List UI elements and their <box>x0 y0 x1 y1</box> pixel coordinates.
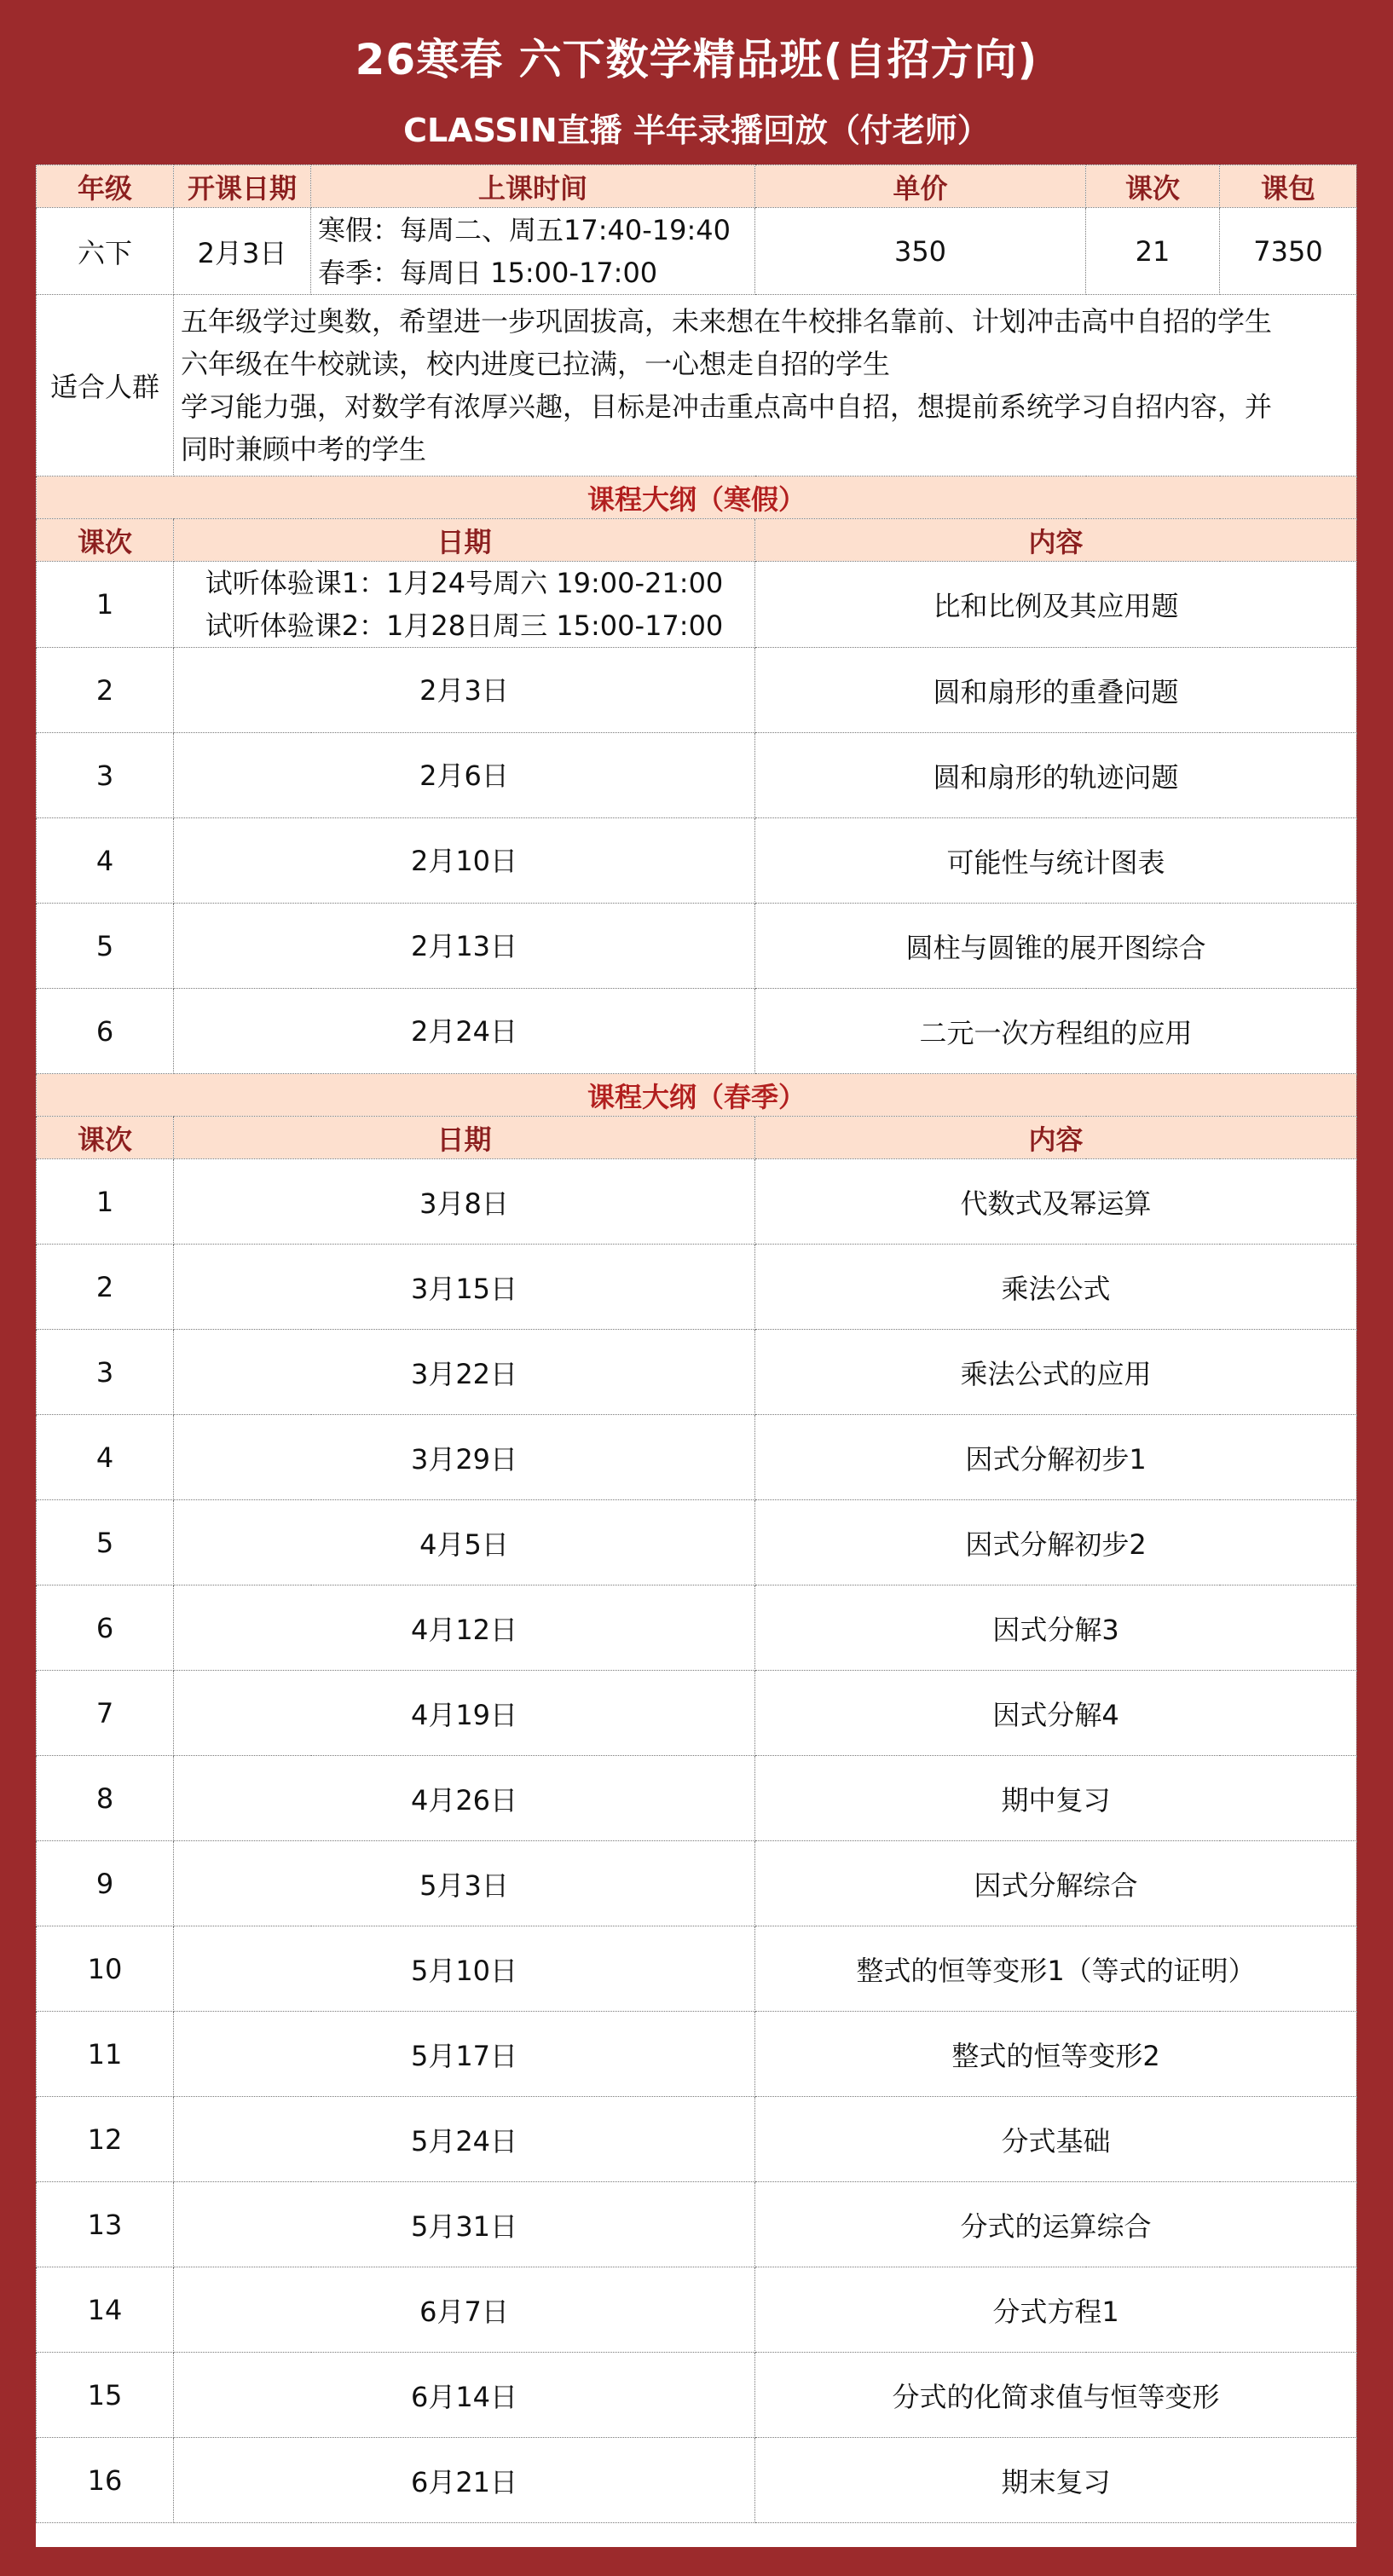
spring-session-date: 4月12日 <box>174 1585 755 1671</box>
package-cell: 7350 <box>1220 208 1357 295</box>
spring-session-content: 分式方程1 <box>755 2267 1357 2353</box>
spring-session-no: 11 <box>37 2012 174 2097</box>
spring-session-content: 乘法公式 <box>755 1245 1357 1330</box>
winter-session-no: 2 <box>37 648 174 733</box>
class-time-cell <box>311 208 755 295</box>
winter-session-no: 4 <box>37 818 174 904</box>
winter-session-date <box>174 818 755 904</box>
spring-session-date: 3月8日 <box>174 1159 755 1245</box>
winter-header-row <box>37 519 1357 562</box>
header-price: 单价 <box>755 165 1086 208</box>
winter-header-date: 日期 <box>174 519 755 562</box>
winter-session-no: 3 <box>37 733 174 818</box>
spring-session-date: 6月21日 <box>174 2438 755 2523</box>
winter-row <box>37 733 1357 818</box>
audience-row <box>37 295 1357 477</box>
spring-session-content: 整式的恒等变形1（等式的证明） <box>755 1926 1357 2012</box>
info-header-row <box>37 165 1357 208</box>
spring-session-no: 9 <box>37 1841 174 1926</box>
spring-session-no: 12 <box>37 2097 174 2182</box>
header-sessions: 课次 <box>1086 165 1220 208</box>
audience-text <box>174 295 1357 477</box>
audience-label: 适合人群 <box>37 295 174 477</box>
spring-session-date: 5月10日 <box>174 1926 755 2012</box>
class-time-winter: 寒假：每周二、周五17:40-19:40 <box>318 213 731 246</box>
winter-session-no: 6 <box>37 989 174 1074</box>
winter-session-content: 比和比例及其应用题 <box>755 562 1357 648</box>
spring-session-no: 7 <box>37 1671 174 1756</box>
spring-header-row <box>37 1117 1357 1159</box>
audience-line: 同时兼顾中考的学生 <box>181 433 427 465</box>
spring-session-no: 5 <box>37 1500 174 1585</box>
price-cell: 350 <box>755 208 1086 295</box>
spring-session-date: 5月3日 <box>174 1841 755 1926</box>
spring-row <box>37 2353 1357 2438</box>
spring-session-content: 因式分解初步1 <box>755 1415 1357 1500</box>
winter-section-title: 课程大纲（寒假） <box>37 477 1357 519</box>
spring-session-no: 1 <box>37 1159 174 1245</box>
header <box>0 0 1393 162</box>
spring-section-row <box>37 1074 1357 1117</box>
spring-session-no: 13 <box>37 2182 174 2267</box>
winter-session-date <box>174 904 755 989</box>
spring-session-no: 3 <box>37 1330 174 1415</box>
grade-cell: 六下 <box>37 208 174 295</box>
winter-header-content: 内容 <box>755 519 1357 562</box>
spring-session-date: 3月15日 <box>174 1245 755 1330</box>
spring-row <box>37 2267 1357 2353</box>
winter-session-content: 圆柱与圆锥的展开图综合 <box>755 904 1357 989</box>
spring-session-content: 因式分解初步2 <box>755 1500 1357 1585</box>
winter-session-no: 1 <box>37 562 174 648</box>
spring-session-content: 期中复习 <box>755 1756 1357 1841</box>
winter-date-line: 2月13日 <box>410 929 518 962</box>
audience-line: 学习能力强，对数学有浓厚兴趣，目标是冲击重点高中自招，想提前系统学习自招内容，并 <box>181 390 1273 423</box>
spring-session-no: 8 <box>37 1756 174 1841</box>
header-start-date: 开课日期 <box>174 165 311 208</box>
spring-row <box>37 2438 1357 2523</box>
spring-row <box>37 1671 1357 1756</box>
winter-session-content: 二元一次方程组的应用 <box>755 989 1357 1074</box>
spring-session-content: 分式的运算综合 <box>755 2182 1357 2267</box>
sessions-cell: 21 <box>1086 208 1220 295</box>
winter-date-line: 2月6日 <box>419 759 509 792</box>
winter-date-line: 2月10日 <box>410 844 518 877</box>
spring-row <box>37 2097 1357 2182</box>
schedule-table <box>36 165 1357 2523</box>
spring-session-content: 因式分解3 <box>755 1585 1357 1671</box>
winter-session-date <box>174 989 755 1074</box>
spring-session-date: 4月19日 <box>174 1671 755 1756</box>
header-grade: 年级 <box>37 165 174 208</box>
schedule-sheet <box>36 165 1356 2547</box>
spring-session-content: 因式分解4 <box>755 1671 1357 1756</box>
winter-session-content: 圆和扇形的轨迹问题 <box>755 733 1357 818</box>
spring-session-no: 15 <box>37 2353 174 2438</box>
winter-session-no: 5 <box>37 904 174 989</box>
spring-session-no: 16 <box>37 2438 174 2523</box>
spring-header-content: 内容 <box>755 1117 1357 1159</box>
spring-session-content: 因式分解综合 <box>755 1841 1357 1926</box>
winter-row <box>37 818 1357 904</box>
spring-session-content: 期末复习 <box>755 2438 1357 2523</box>
spring-row <box>37 1500 1357 1585</box>
start-date-cell: 2月3日 <box>174 208 311 295</box>
spring-session-no: 6 <box>37 1585 174 1671</box>
page-title: 26寒春 六下数学精品班(自招方向) <box>355 35 1038 84</box>
spring-session-no: 2 <box>37 1245 174 1330</box>
spring-header-no: 课次 <box>37 1117 174 1159</box>
spring-row <box>37 1926 1357 2012</box>
spring-row <box>37 2012 1357 2097</box>
spring-session-date: 5月31日 <box>174 2182 755 2267</box>
spring-session-date: 3月22日 <box>174 1330 755 1415</box>
spring-row <box>37 2182 1357 2267</box>
spring-session-no: 14 <box>37 2267 174 2353</box>
spring-session-content: 分式基础 <box>755 2097 1357 2182</box>
winter-session-date <box>174 733 755 818</box>
header-package: 课包 <box>1220 165 1357 208</box>
spring-row <box>37 1756 1357 1841</box>
spring-row <box>37 1585 1357 1671</box>
winter-row <box>37 904 1357 989</box>
winter-row <box>37 562 1357 648</box>
spring-session-date: 3月29日 <box>174 1415 755 1500</box>
spring-session-content: 分式的化简求值与恒等变形 <box>755 2353 1357 2438</box>
spring-row <box>37 1159 1357 1245</box>
spring-session-date: 6月7日 <box>174 2267 755 2353</box>
winter-date-line: 2月24日 <box>410 1014 518 1048</box>
spring-session-date: 5月17日 <box>174 2012 755 2097</box>
winter-date-line: 2月3日 <box>419 673 509 707</box>
spring-row <box>37 1415 1357 1500</box>
spring-session-date: 4月26日 <box>174 1756 755 1841</box>
spring-session-content: 乘法公式的应用 <box>755 1330 1357 1415</box>
winter-session-content: 可能性与统计图表 <box>755 818 1357 904</box>
spring-section-title: 课程大纲（春季） <box>37 1074 1357 1117</box>
spring-session-date: 5月24日 <box>174 2097 755 2182</box>
winter-date-line: 试听体验课2：1月28日周三 15:00-17:00 <box>205 609 724 642</box>
audience-line: 六年级在牛校就读，校内进度已拉满，一心想走自招的学生 <box>181 348 891 380</box>
audience-line: 五年级学过奥数，希望进一步巩固拔高，未来想在牛校排名靠前、计划冲击高中自招的学生 <box>181 305 1273 338</box>
winter-session-content: 圆和扇形的重叠问题 <box>755 648 1357 733</box>
page-subtitle: CLASSIN直播 半年录播回放（付老师） <box>403 112 990 149</box>
spring-session-content: 代数式及幂运算 <box>755 1159 1357 1245</box>
spring-session-no: 10 <box>37 1926 174 2012</box>
winter-section-row <box>37 477 1357 519</box>
spring-row <box>37 1841 1357 1926</box>
header-class-time: 上课时间 <box>311 165 755 208</box>
spring-session-date: 6月14日 <box>174 2353 755 2438</box>
spring-header-date: 日期 <box>174 1117 755 1159</box>
class-time-spring: 春季：每周日 15:00-17:00 <box>318 256 658 289</box>
spring-row <box>37 1330 1357 1415</box>
winter-row <box>37 989 1357 1074</box>
winter-header-no: 课次 <box>37 519 174 562</box>
winter-session-date <box>174 562 755 648</box>
winter-session-date <box>174 648 755 733</box>
spring-session-no: 4 <box>37 1415 174 1500</box>
spring-row <box>37 1245 1357 1330</box>
winter-row <box>37 648 1357 733</box>
spring-session-content: 整式的恒等变形2 <box>755 2012 1357 2097</box>
spring-session-date: 4月5日 <box>174 1500 755 1585</box>
info-row <box>37 208 1357 295</box>
winter-date-line: 试听体验课1：1月24号周六 19:00-21:00 <box>205 567 724 599</box>
